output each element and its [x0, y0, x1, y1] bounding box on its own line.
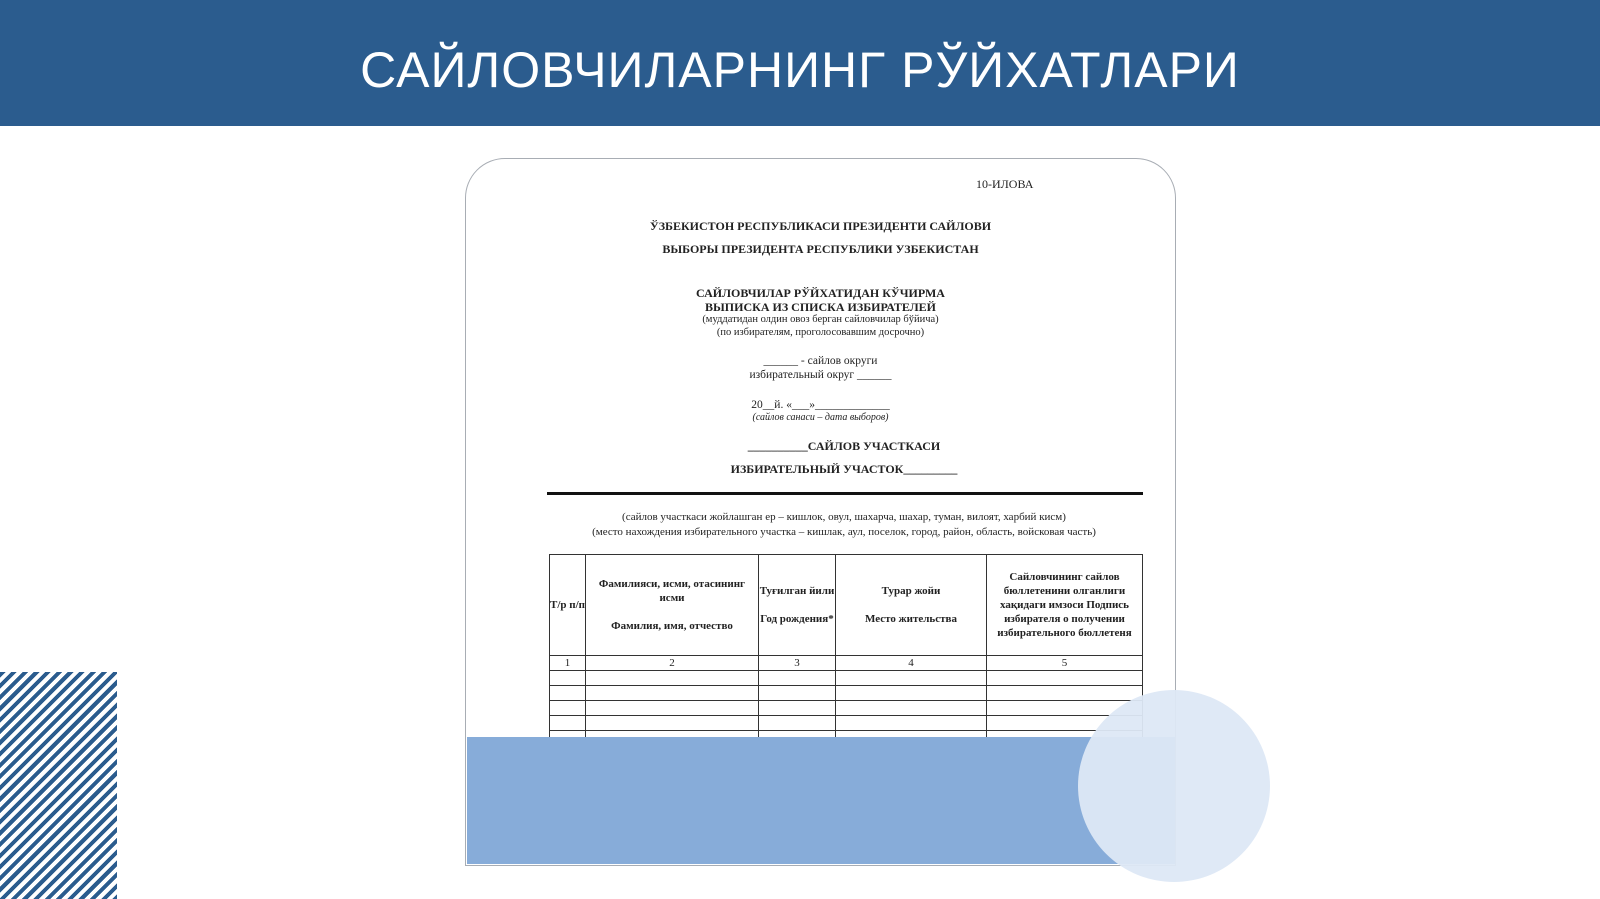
column-header-name	[586, 555, 759, 656]
column-header-residence-uz: Турар жойи	[881, 585, 941, 597]
table-row	[550, 686, 1143, 701]
date-line: 20__й. «___»_____________	[751, 399, 890, 411]
column-header-signature: Сайловчининг сайлов бюллетенини олганлиги хақидаги имзоси Подпись избирателя о получении избирательного бюллетеня	[987, 555, 1143, 656]
extract-title-uz: САЙЛОВЧИЛАР РЎЙХАТИДАН КЎЧИРМА	[696, 286, 945, 300]
decorative-stripes	[0, 672, 117, 899]
decorative-blue-band	[467, 737, 1175, 864]
table-row	[550, 701, 1143, 716]
location-note-uz: (сайлов участкаси жойлашган ер – кишлок, овул, шахарча, шахар, туман, вилоят, харбий кисм)	[622, 511, 1066, 523]
column-number: 1	[550, 656, 586, 671]
location-note-ru: (место нахождения избирательного участка – кишлак, аул, поселок, город, район, область, войсковая часть)	[592, 526, 1096, 538]
column-header-birth-year-ru: Год рождения*	[760, 613, 834, 625]
column-header-name-ru: Фамилия, имя, отчество	[611, 620, 733, 632]
column-header-name-uz: Фамилияси, исми, отасининг исми	[598, 578, 746, 604]
decorative-circle	[1078, 690, 1270, 882]
precinct-uz: __________САЙЛОВ УЧАСТКАСИ	[747, 439, 941, 453]
date-caption: (сайлов санаси – дата выборов)	[752, 412, 889, 423]
table-row	[550, 671, 1143, 686]
annex-label: 10-ИЛОВА	[976, 177, 1034, 191]
note-ru: (по избирателям, проголосовавшим досрочно)	[716, 327, 925, 338]
page-title: САЙЛОВЧИЛАРНИНГ РЎЙХАТЛАРИ	[360, 42, 1240, 98]
column-header-residence	[836, 555, 987, 656]
divider-line	[547, 492, 1143, 495]
extract-title-ru: ВЫПИСКА ИЗ СПИСКА ИЗБИРАТЕЛЕЙ	[705, 300, 936, 314]
column-header-residence-ru: Место жительства	[865, 613, 957, 625]
precinct-ru: ИЗБИРАТЕЛЬНЫЙ УЧАСТОК_________	[730, 462, 958, 476]
column-header-birth-year-uz: Туғилган йили	[759, 585, 835, 597]
column-number: 4	[836, 656, 987, 671]
district-ru: избирательный округ ______	[749, 369, 892, 381]
voter-table	[549, 554, 1143, 746]
column-header-number: Т/р п/п	[550, 555, 586, 656]
column-number: 3	[759, 656, 836, 671]
district-uz: ______ - сайлов округи	[763, 355, 878, 367]
table-row	[550, 716, 1143, 731]
heading-uz: ЎЗБЕКИСТОН РЕСПУБЛИКАСИ ПРЕЗИДЕНТИ САЙЛОВИ	[649, 219, 992, 233]
note-uz: (муддатидан олдин овоз берган сайловчилар бўйича)	[702, 314, 939, 325]
column-number-row	[550, 656, 1143, 671]
column-number: 2	[586, 656, 759, 671]
column-number: 5	[987, 656, 1143, 671]
table-header-row	[550, 555, 1143, 656]
column-header-birth-year	[759, 555, 836, 656]
heading-ru: ВЫБОРЫ ПРЕЗИДЕНТА РЕСПУБЛИКИ УЗБЕКИСТАН	[662, 242, 979, 256]
title-banner	[0, 0, 1600, 126]
